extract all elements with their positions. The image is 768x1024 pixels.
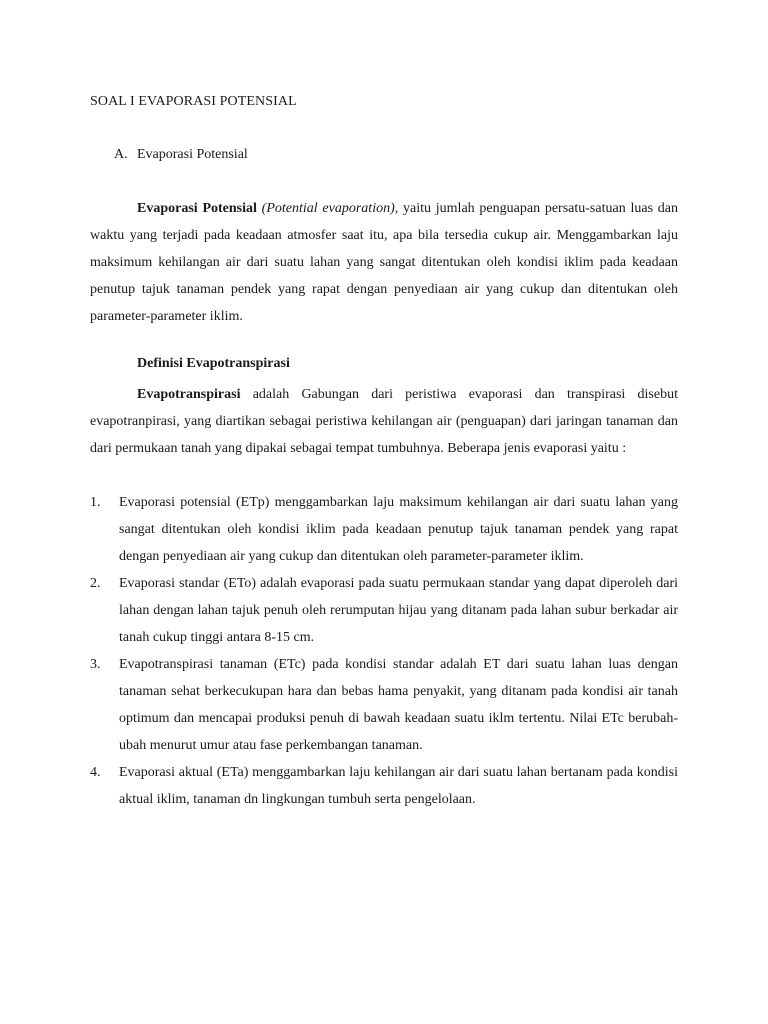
section-a-number: A. — [114, 147, 128, 162]
list-item-number: 2. — [90, 576, 101, 591]
definition-heading: Definisi Evapotranspirasi — [137, 356, 290, 371]
list-item — [90, 489, 678, 570]
section-a-heading — [114, 147, 248, 163]
list-item-text: Evapotranspirasi tanaman (ETc) pada kondisi standar adalah ET dari suatu lahan luas dengan tanaman sehat berkecukupan hara dan bebas hama penyakit, yang ditanam pada kondisi air tanah optimum dan mencapai produksi penuh di bawah keadaan suatu iklm tertentu. Nilai ETc berubah-ubah menurut umur atau fase perkembangan tanaman. — [119, 657, 678, 753]
list-item-text: Evaporasi potensial (ETp) menggambarkan laju maksimum kehilangan air dari suatu lahan yang sangat ditentukan oleh kondisi iklim pada keadaan penutup tajuk tanaman pendek yang rapat dengan penyediaan air yang cukup dan ditentukan oleh parameter-parameter iklim. — [119, 495, 678, 564]
paragraph-evaporasi-potensial-text: , yaitu jumlah penguapan persatu-satuan luas dan waktu yang terjadi pada keadaan atmosfer saat itu, apa bila tersedia cukup air. Menggambarkan laju maksimum kehilangan air dari suatu lahan yang sangat ditentukan oleh kondisi iklim pada keadaan penutup tajuk tanaman pendek yang rapat dengan penyediaan air yang cukup dan ditentukan oleh parameter-parameter iklim. — [90, 201, 679, 324]
term-evapotranspirasi: Evapotranspirasi — [137, 387, 241, 402]
list-item-text: Evaporasi standar (ETo) adalah evaporasi pada suatu permukaan standar yang dapat diperoleh dari lahan dengan lahan tajuk penuh oleh rerumputan hijau yang ditanam pada lahan subur berkadar air tanah cukup tinggi antara 8-15 cm. — [119, 576, 678, 645]
list-item-number: 1. — [90, 495, 101, 510]
paragraph-evapotranspirasi — [90, 381, 678, 462]
list-item — [90, 651, 678, 759]
paragraph-evaporasi-potensial — [90, 195, 678, 330]
term-potential-evaporation: (Potential evaporation) — [261, 201, 395, 216]
list-item-text: Evaporasi aktual (ETa) menggambarkan laju kehilangan air dari suatu lahan bertanam pada kondisi aktual iklim, tanaman dn lingkungan tumbuh serta pengelolaan. — [119, 765, 678, 807]
list-item-number: 4. — [90, 765, 101, 780]
list-item-number: 3. — [90, 657, 101, 672]
document-title: SOAL I EVAPORASI POTENSIAL — [90, 94, 297, 109]
list-item — [90, 570, 678, 651]
paragraph-evapotranspirasi-text: adalah Gabungan dari peristiwa evaporasi dan transpirasi disebut evapotranpirasi, yang diartikan sebagai peristiwa kehilangan air (penguapan) dari jaringan tanaman dan dari permukaan tanah yang dipakai sebagai tempat tumbuhnya. Beberapa jenis evaporasi yaitu : — [90, 387, 678, 456]
list-item — [90, 759, 678, 813]
evaporation-types-list — [90, 489, 678, 813]
term-evaporasi-potensial: Evaporasi Potensial — [137, 201, 257, 216]
section-a-label: Evaporasi Potensial — [137, 147, 248, 162]
